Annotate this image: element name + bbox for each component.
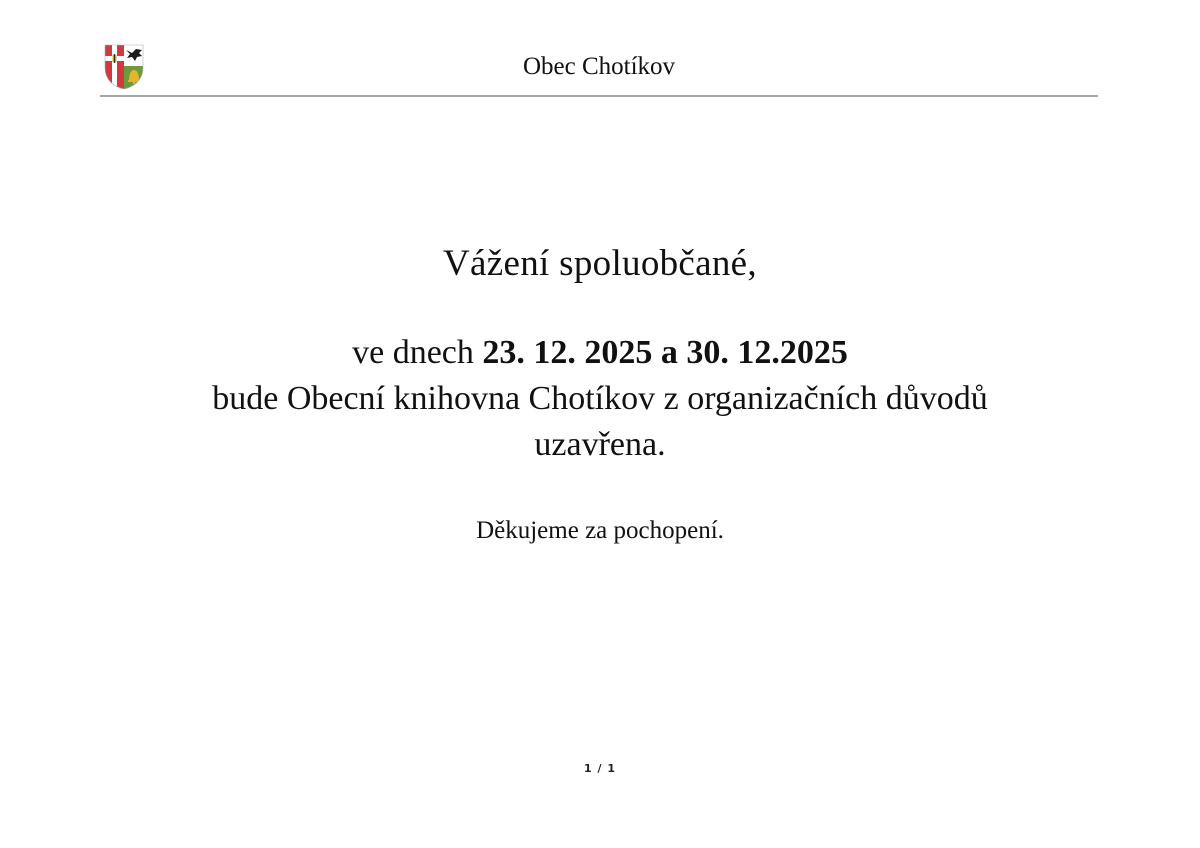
dates-prefix: ve dnech (352, 334, 483, 371)
announcement-line-2: bude Obecní knihovna Chotíkov z organizačních důvodů (212, 380, 988, 417)
page-header (100, 40, 1098, 96)
announcement-message (0, 330, 1200, 468)
closure-dates: 23. 12. 2025 a 30. 12.2025 (482, 334, 848, 371)
announcement-dates-line (0, 330, 1200, 376)
municipality-title: Obec Chotíkov (522, 53, 676, 80)
page-number: 1 / 1 (584, 762, 616, 775)
announcement-line-3: uzavřena. (534, 426, 666, 463)
greeting-text: Vážení spoluobčané, (443, 243, 757, 284)
thanks-text: Děkujeme za pochopení. (476, 517, 724, 544)
header-divider (100, 95, 1098, 97)
